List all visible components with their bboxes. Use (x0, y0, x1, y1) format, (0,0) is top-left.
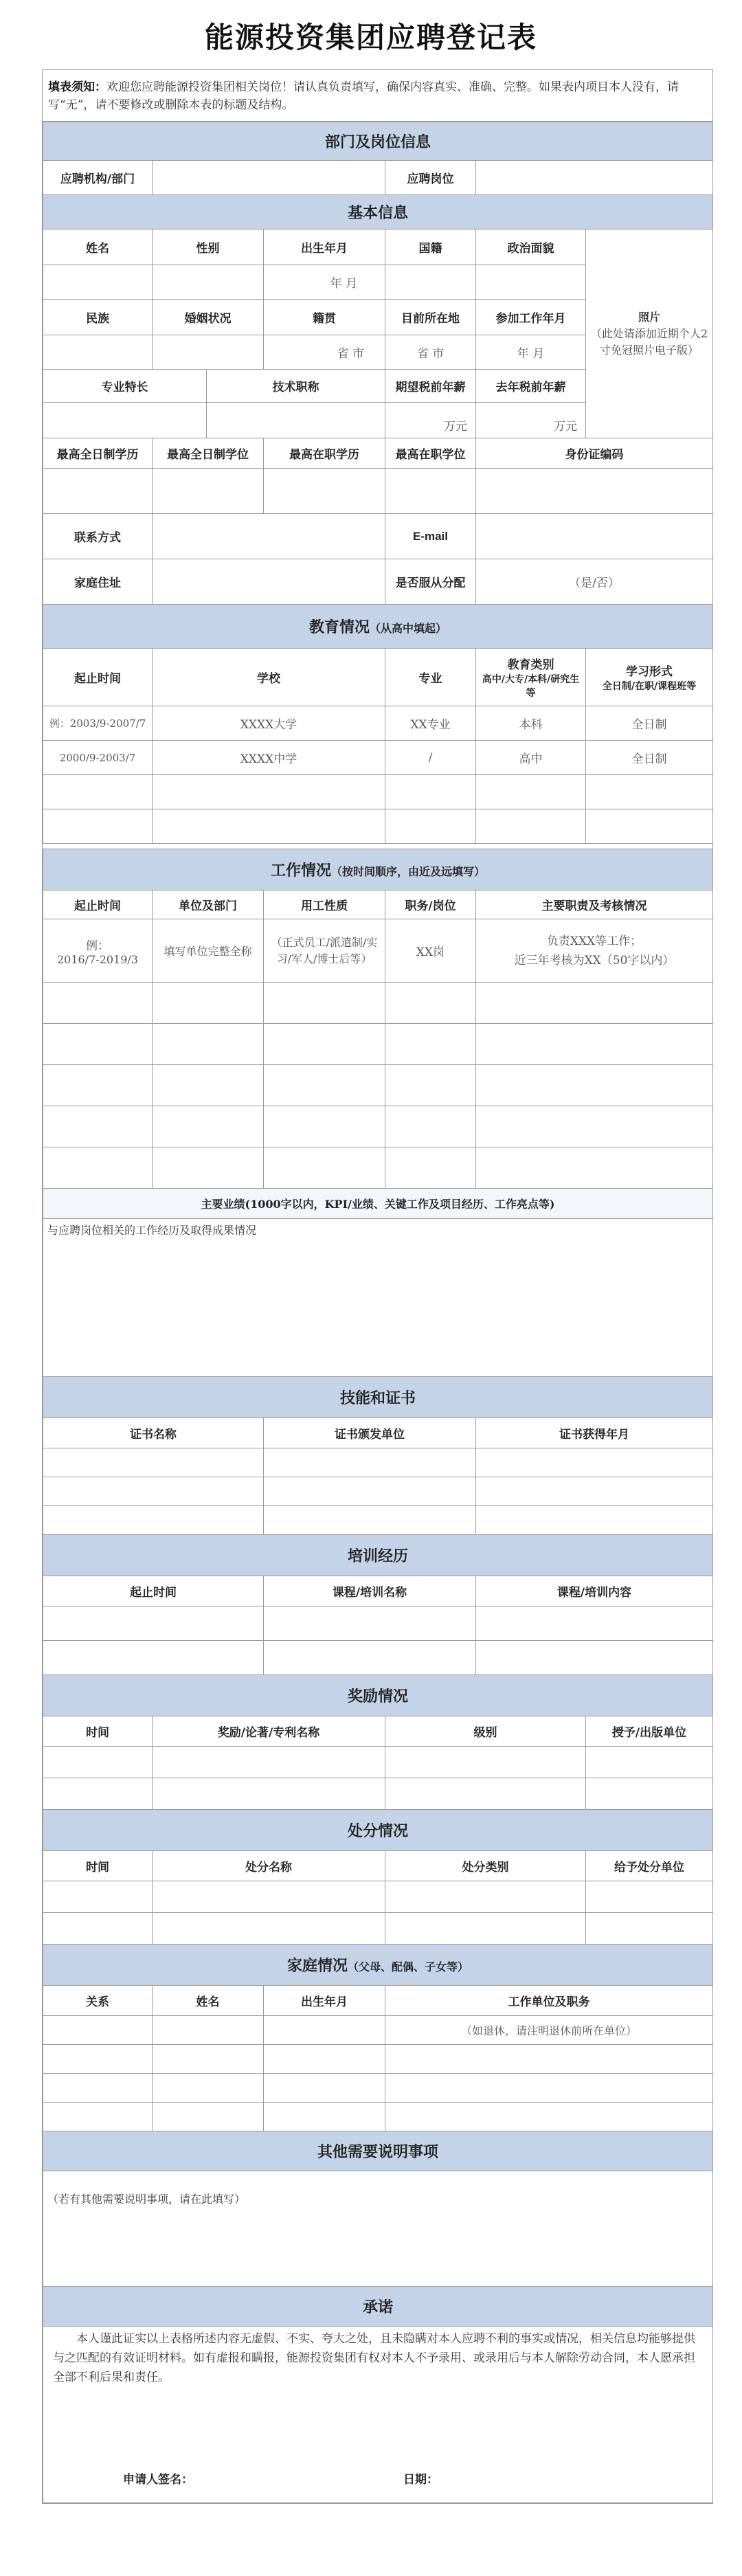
family-heading: 家庭情况 (286, 1957, 348, 1975)
edu-cell[interactable] (586, 775, 713, 809)
work-example-period[interactable] (43, 919, 153, 983)
family-cell[interactable] (264, 2103, 385, 2131)
edu-col-major: 专业 (385, 649, 476, 706)
other-input[interactable]: （若有其他需要说明事项，请在此填写） (43, 2171, 713, 2287)
skills-cell[interactable] (264, 1506, 476, 1535)
training-col-period: 起止时间 (43, 1576, 264, 1606)
political-input[interactable] (476, 265, 586, 300)
education-heading-note: （从高中填起） (370, 622, 447, 635)
family-cell[interactable] (43, 2016, 153, 2045)
section-family-heading (43, 1945, 713, 1986)
training-cell[interactable] (264, 1606, 476, 1641)
page-title: 能源投资集团应聘登记表 (204, 21, 537, 54)
expected-salary-input[interactable]: 万元 (385, 403, 476, 438)
date-label: 日期： (403, 2473, 438, 2487)
skills-cell[interactable] (264, 1477, 476, 1506)
work-cell[interactable] (153, 1106, 264, 1147)
work-example-unit[interactable]: 填写单位完整全称 (153, 919, 264, 983)
section-training-heading: 培训经历 (43, 1535, 713, 1576)
ethnicity-label: 民族 (43, 300, 153, 335)
work-cell[interactable] (264, 983, 385, 1024)
edu-cell[interactable]: 全日制 (586, 741, 713, 775)
work-col-duty: 主要职责及考核情况 (476, 891, 713, 919)
skills-cell[interactable] (476, 1448, 713, 1477)
work-cell[interactable] (43, 1065, 153, 1106)
table-row (43, 1778, 713, 1810)
edu-col-form-title: 学习形式 (626, 665, 673, 679)
post-label: 应聘岗位 (385, 161, 476, 195)
family-cell[interactable] (385, 2045, 713, 2074)
edu-col-form-note: 全日制/在职/课程班等 (602, 681, 697, 692)
penalty-cell[interactable] (43, 1913, 153, 1945)
fill-notice (43, 70, 712, 122)
table-row (43, 2016, 713, 2045)
notice-label: 填表须知： (48, 80, 106, 94)
pledge-box (43, 2327, 713, 2503)
nationality-label: 国籍 (385, 229, 476, 265)
residence-input[interactable]: 省 市 (385, 335, 476, 370)
awards-cell[interactable] (385, 1747, 586, 1778)
skills-cell[interactable] (43, 1448, 264, 1477)
work-cell[interactable] (43, 1147, 153, 1189)
work-col-unit: 单位及部门 (153, 891, 264, 919)
edu-cell[interactable]: XX专业 (385, 706, 476, 741)
achievement-heading: 主要业绩(1000字以内，KPI/业绩、关键工作及项目经历、工作亮点等) (43, 1189, 713, 1219)
origin-input[interactable]: 省 市 (264, 335, 385, 370)
edu-cell[interactable] (385, 775, 476, 809)
work-cell[interactable] (43, 983, 153, 1024)
id-input[interactable] (476, 469, 713, 514)
work-example-post[interactable]: XX岗 (385, 919, 476, 983)
edu-cell[interactable] (153, 775, 385, 809)
work-col-nature: 用工性质 (264, 891, 385, 919)
degree-full-input[interactable] (153, 469, 264, 514)
table-row (43, 2045, 713, 2074)
family-cell[interactable] (264, 2016, 385, 2045)
tech-title-label: 技术职称 (207, 370, 385, 403)
sign-label: 申请人签名： (123, 2473, 193, 2487)
edu-cell[interactable]: 2000/9-2003/7 (43, 741, 153, 775)
work-cell[interactable] (153, 1065, 264, 1106)
origin-label: 籍贯 (264, 300, 385, 335)
obey-label: 是否服从分配 (385, 559, 476, 605)
main-form-table (43, 122, 713, 2503)
last-salary-input[interactable]: 万元 (476, 403, 586, 438)
work-start-input[interactable]: 年 月 (476, 335, 586, 370)
photo-box[interactable] (586, 229, 713, 438)
family-cell[interactable] (385, 2074, 713, 2103)
family-col-relation: 关系 (43, 1986, 153, 2016)
family-cell[interactable] (264, 2074, 385, 2103)
degree-part-label: 最高在职学位 (385, 438, 476, 469)
skills-cell[interactable] (43, 1506, 264, 1535)
name-label: 姓名 (43, 229, 153, 265)
work-cell[interactable] (43, 1024, 153, 1065)
work-cell[interactable] (476, 1147, 713, 1189)
email-label: E-mail (385, 514, 476, 559)
work-cell[interactable] (385, 983, 476, 1024)
table-row (43, 1747, 713, 1778)
training-cell[interactable] (264, 1641, 476, 1675)
penalty-cell[interactable] (43, 1881, 153, 1913)
org-input[interactable] (153, 161, 385, 195)
skills-col-date: 证书获得年月 (476, 1418, 713, 1448)
birth-input[interactable]: 年 月 (264, 265, 385, 300)
skills-cell[interactable] (476, 1506, 713, 1535)
obey-input[interactable]: （是/否） (476, 559, 713, 605)
birth-label: 出生年月 (264, 229, 385, 265)
residence-label: 目前所在地 (385, 300, 476, 335)
edu-col-school: 学校 (153, 649, 385, 706)
awards-cell[interactable] (153, 1778, 385, 1810)
penalty-cell[interactable] (153, 1913, 385, 1945)
training-col-name: 课程/培训名称 (264, 1576, 476, 1606)
table-row (43, 1477, 713, 1506)
table-row (43, 1506, 713, 1535)
section-other-heading: 其他需要说明事项 (43, 2131, 713, 2171)
edu-cell[interactable] (153, 809, 385, 844)
edu-cell[interactable]: 高中 (476, 741, 586, 775)
table-row (43, 2074, 713, 2103)
section-skills-heading: 技能和证书 (43, 1377, 713, 1418)
family-cell[interactable] (43, 2045, 153, 2074)
work-example-duty[interactable] (476, 919, 713, 983)
edu-cell[interactable]: / (385, 741, 476, 775)
notice-text: 欢迎您应聘能源投资集团相关岗位！请认真负责填写，确保内容真实、准确、完整。如果表内项目本人没有，请写“无”，请不要修改或删除本表的标题及结构。 (48, 80, 679, 112)
work-cell[interactable] (476, 1065, 713, 1106)
marital-label: 婚姻状况 (153, 300, 264, 335)
section-gap (43, 844, 713, 849)
section-basic-heading: 基本信息 (43, 195, 713, 229)
awards-cell[interactable] (586, 1747, 713, 1778)
post-input[interactable] (476, 161, 713, 195)
signature-line (46, 2463, 710, 2502)
awards-col-time: 时间 (43, 1716, 153, 1747)
penalty-cell[interactable] (153, 1881, 385, 1913)
work-heading-note: （按时间顺序，由近及远填写） (331, 865, 486, 878)
work-cell[interactable] (153, 1024, 264, 1065)
email-input[interactable] (476, 514, 713, 559)
education-heading: 教育情况 (308, 618, 370, 636)
photo-hint: （此处请添加近期个人2寸免冠照片电子版） (590, 326, 708, 357)
awards-cell[interactable] (586, 1778, 713, 1810)
specialty-input[interactable] (43, 403, 207, 438)
table-row (43, 1641, 713, 1675)
address-label: 家庭住址 (43, 559, 153, 605)
awards-cell[interactable] (43, 1747, 153, 1778)
edu-col-period: 起止时间 (43, 649, 153, 706)
degree-part-input[interactable] (385, 469, 476, 514)
work-cell[interactable] (264, 1147, 385, 1189)
training-col-content: 课程/培训内容 (476, 1576, 713, 1606)
family-cell[interactable] (43, 2103, 153, 2131)
family-cell[interactable] (153, 2045, 264, 2074)
contact-input[interactable] (153, 514, 385, 559)
work-cell[interactable] (476, 1024, 713, 1065)
address-input[interactable] (153, 559, 385, 605)
section-education-heading (43, 605, 713, 649)
edu-cell[interactable] (385, 809, 476, 844)
edu-part-label: 最高在职学历 (264, 438, 385, 469)
edu-cell[interactable]: XXXX中学 (153, 741, 385, 775)
section-awards-heading: 奖励情况 (43, 1675, 713, 1716)
edu-col-type (476, 649, 586, 706)
edu-full-input[interactable] (43, 469, 153, 514)
skills-cell[interactable] (476, 1477, 713, 1506)
family-cell[interactable] (43, 2074, 153, 2103)
form-sheet (42, 69, 713, 2504)
penalty-cell[interactable] (586, 1881, 713, 1913)
penalty-col-type: 处分类别 (385, 1851, 586, 1881)
awards-col-name: 奖励/论著/专利名称 (153, 1716, 385, 1747)
photo-title: 照片 (638, 310, 661, 324)
edu-part-input[interactable] (264, 469, 385, 514)
awards-col-level: 级别 (385, 1716, 586, 1747)
work-example-duty-a: 负责XXX等工作； (546, 934, 642, 948)
work-cell[interactable] (385, 1024, 476, 1065)
family-cell[interactable] (153, 2074, 264, 2103)
expected-salary-label: 期望税前年薪 (385, 370, 476, 403)
edu-cell[interactable] (43, 775, 153, 809)
edu-cell[interactable] (586, 809, 713, 844)
marital-input[interactable] (153, 335, 264, 370)
work-example-duty-b: 近三年考核为XX（50字以内） (514, 953, 675, 967)
table-row (43, 706, 713, 741)
work-cell[interactable] (476, 983, 713, 1024)
penalty-col-name: 处分名称 (153, 1851, 385, 1881)
edu-cell[interactable]: 例：2003/9-2007/7 (43, 706, 153, 741)
family-cell[interactable] (264, 2045, 385, 2074)
section-work-heading (43, 849, 713, 891)
family-col-birth: 出生年月 (264, 1986, 385, 2016)
work-example-period-b: 2016/7-2019/3 (57, 952, 138, 966)
edu-cell[interactable]: XXXX大学 (153, 706, 385, 741)
edu-cell[interactable]: 本科 (476, 706, 586, 741)
table-row (43, 2103, 713, 2131)
org-label: 应聘机构/部门 (43, 161, 153, 195)
work-start-label: 参加工作年月 (476, 300, 586, 335)
family-cell[interactable]: （如退休，请注明退休前所在单位） (385, 2016, 713, 2045)
section-penalty-heading: 处分情况 (43, 1810, 713, 1851)
penalty-cell[interactable] (385, 1913, 586, 1945)
work-example-period-a: 例： (86, 939, 109, 953)
family-cell[interactable] (385, 2103, 713, 2131)
awards-cell[interactable] (385, 1778, 586, 1810)
training-cell[interactable] (476, 1606, 713, 1641)
gender-input[interactable] (153, 265, 264, 300)
training-cell[interactable] (476, 1641, 713, 1675)
gender-label: 性别 (153, 229, 264, 265)
section-pledge-heading: 承诺 (43, 2287, 713, 2327)
work-cell[interactable] (153, 1147, 264, 1189)
table-row (43, 1448, 713, 1477)
family-heading-note: （父母、配偶、子女等） (348, 1960, 469, 1973)
achievement-input[interactable]: 与应聘岗位相关的工作经历及取得成果情况 (43, 1219, 713, 1377)
edu-full-label: 最高全日制学历 (43, 438, 153, 469)
degree-full-label: 最高全日制学位 (153, 438, 264, 469)
training-cell[interactable] (43, 1641, 264, 1675)
table-row (43, 741, 713, 775)
contact-label: 联系方式 (43, 514, 153, 559)
work-cell[interactable] (385, 1106, 476, 1147)
last-salary-label: 去年税前年薪 (476, 370, 586, 403)
ethnicity-input[interactable] (43, 335, 153, 370)
nationality-input[interactable] (385, 265, 476, 300)
skills-col-issuer: 证书颁发单位 (264, 1418, 476, 1448)
table-row (43, 809, 713, 844)
work-heading: 工作情况 (270, 862, 331, 880)
skills-cell[interactable] (264, 1448, 476, 1477)
edu-cell[interactable] (43, 809, 153, 844)
work-col-period: 起止时间 (43, 891, 153, 919)
table-row (43, 1913, 713, 1945)
table-row (43, 1606, 713, 1641)
political-label: 政治面貌 (476, 229, 586, 265)
awards-col-issuer: 授予/出版单位 (586, 1716, 713, 1747)
penalty-cell[interactable] (586, 1913, 713, 1945)
work-cell[interactable] (385, 1147, 476, 1189)
work-cell[interactable] (476, 1106, 713, 1147)
family-cell[interactable] (153, 2103, 264, 2131)
work-cell[interactable] (264, 1106, 385, 1147)
work-cell[interactable] (153, 983, 264, 1024)
penalty-col-time: 时间 (43, 1851, 153, 1881)
specialty-label: 专业特长 (43, 370, 207, 403)
edu-cell[interactable]: 全日制 (586, 706, 713, 741)
work-col-post: 职务/岗位 (385, 891, 476, 919)
name-input[interactable] (43, 265, 153, 300)
table-row (43, 983, 713, 1024)
work-cell[interactable] (264, 1024, 385, 1065)
awards-cell[interactable] (153, 1747, 385, 1778)
work-cell[interactable] (385, 1065, 476, 1106)
edu-col-form (586, 649, 713, 706)
penalty-cell[interactable] (385, 1881, 586, 1913)
id-label: 身份证编码 (476, 438, 713, 469)
table-row (43, 1065, 713, 1106)
skills-cell[interactable] (43, 1477, 264, 1506)
table-row (43, 1106, 713, 1147)
training-cell[interactable] (43, 1606, 264, 1641)
family-col-name: 姓名 (153, 1986, 264, 2016)
table-row (43, 919, 713, 983)
table-row (43, 1881, 713, 1913)
family-cell[interactable] (153, 2016, 264, 2045)
edu-col-type-title: 教育类别 (507, 658, 554, 672)
table-row (43, 1147, 713, 1189)
edu-col-type-note: 高中/大专/本科/研究生等 (482, 674, 580, 699)
tech-title-input[interactable] (207, 403, 385, 438)
awards-cell[interactable] (43, 1778, 153, 1810)
penalty-col-issuer: 给予处分单位 (586, 1851, 713, 1881)
pledge-text: 本人谨此证实以上表格所述内容无虚假、不实、夸大之处，且未隐瞒对本人应聘不利的事实或情况，相关信息均能够提供与之匹配的有效证明材料。如有虚报和瞒报，能源投资集团有权对本人不予录用、或录用后与本人解除劳动合同，本人愿承担全部不利后果和责任。 (53, 2332, 695, 2384)
family-col-work: 工作单位及职务 (385, 1986, 713, 2016)
edu-cell[interactable] (476, 809, 586, 844)
skills-col-name: 证书名称 (43, 1418, 264, 1448)
edu-cell[interactable] (476, 775, 586, 809)
table-row (43, 775, 713, 809)
work-example-nature[interactable]: （正式员工/派遣制/实习/军人/博士后等） (264, 919, 385, 983)
table-row (43, 1024, 713, 1065)
work-cell[interactable] (43, 1106, 153, 1147)
section-dept-heading: 部门及岗位信息 (43, 122, 713, 161)
work-cell[interactable] (264, 1065, 385, 1106)
